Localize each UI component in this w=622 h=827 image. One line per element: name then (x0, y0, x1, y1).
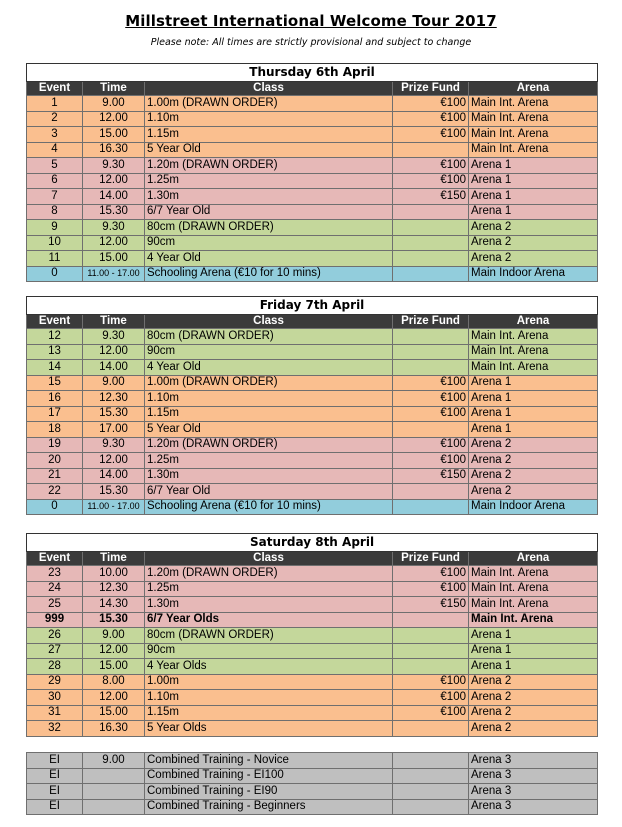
cell-event: 31 (27, 705, 83, 721)
table-row (27, 721, 598, 737)
cell-prize: €100 (393, 96, 469, 112)
cell-prize (393, 329, 469, 345)
cell-time (83, 784, 145, 800)
cell-prize (393, 799, 469, 815)
cell-event: EI (27, 768, 83, 784)
table-row (27, 753, 598, 769)
table-row (27, 251, 598, 267)
cell-class: 5 Year Olds (145, 721, 393, 737)
cell-class: 1.10m (145, 690, 393, 706)
table-row (27, 329, 598, 345)
cell-prize: €150 (393, 468, 469, 484)
column-header-row (27, 82, 598, 96)
cell-arena: Arena 3 (469, 784, 598, 800)
cell-time: 8.00 (83, 674, 145, 690)
cell-class: 1.10m (145, 391, 393, 407)
cell-event: 14 (27, 360, 83, 376)
cell-prize: €100 (393, 173, 469, 189)
cell-event: 26 (27, 628, 83, 644)
cell-event: 25 (27, 597, 83, 613)
table-row (27, 690, 598, 706)
cell-event: 11 (27, 251, 83, 267)
cell-prize: €100 (393, 375, 469, 391)
cell-prize (393, 204, 469, 220)
cell-class: 1.15m (145, 127, 393, 143)
cell-class: 1.25m (145, 453, 393, 469)
cell-arena: Arena 1 (469, 422, 598, 438)
cell-class: 1.10m (145, 111, 393, 127)
cell-prize (393, 220, 469, 236)
cell-event: 7 (27, 189, 83, 205)
cell-prize (393, 142, 469, 158)
cell-class: 6/7 Year Old (145, 484, 393, 500)
column-header: Class (145, 552, 393, 566)
cell-class: 80cm (DRAWN ORDER) (145, 329, 393, 345)
cell-time: 15.30 (83, 204, 145, 220)
cell-prize (393, 612, 469, 628)
cell-event: 1 (27, 96, 83, 112)
cell-class: 1.00m (DRAWN ORDER) (145, 96, 393, 112)
cell-prize: €100 (393, 690, 469, 706)
cell-prize: €150 (393, 189, 469, 205)
day-heading: Saturday 8th April (27, 534, 598, 552)
table-row (27, 643, 598, 659)
cell-class: 1.30m (145, 597, 393, 613)
cell-class: 80cm (DRAWN ORDER) (145, 220, 393, 236)
table-row (27, 344, 598, 360)
cell-prize (393, 721, 469, 737)
cell-prize (393, 344, 469, 360)
cell-arena: Arena 2 (469, 674, 598, 690)
column-header: Arena (469, 315, 598, 329)
cell-time (83, 799, 145, 815)
cell-arena: Arena 1 (469, 204, 598, 220)
cell-event: 23 (27, 566, 83, 582)
cell-event: 24 (27, 581, 83, 597)
cell-prize (393, 235, 469, 251)
column-header: Event (27, 552, 83, 566)
cell-class: Combined Training - Novice (145, 753, 393, 769)
cell-arena: Arena 3 (469, 753, 598, 769)
cell-time: 9.30 (83, 437, 145, 453)
cell-arena: Arena 2 (469, 235, 598, 251)
cell-arena: Main Int. Arena (469, 566, 598, 582)
cell-arena: Arena 1 (469, 375, 598, 391)
cell-time: 15.30 (83, 612, 145, 628)
cell-arena: Arena 1 (469, 391, 598, 407)
cell-prize (393, 768, 469, 784)
cell-event: 10 (27, 235, 83, 251)
cell-prize (393, 628, 469, 644)
cell-event: 32 (27, 721, 83, 737)
cell-time: 15.30 (83, 406, 145, 422)
table-row (27, 784, 598, 800)
table-row (27, 375, 598, 391)
cell-event: 22 (27, 484, 83, 500)
cell-time: 15.00 (83, 659, 145, 675)
cell-event: 13 (27, 344, 83, 360)
cell-prize (393, 266, 469, 282)
eventing-table (26, 752, 598, 815)
cell-class: Schooling Arena (€10 for 10 mins) (145, 499, 393, 515)
cell-event: 4 (27, 142, 83, 158)
cell-time: 9.00 (83, 753, 145, 769)
table-row (27, 499, 598, 515)
cell-arena: Main Int. Arena (469, 96, 598, 112)
cell-arena: Arena 2 (469, 468, 598, 484)
table-row (27, 468, 598, 484)
cell-arena: Main Int. Arena (469, 612, 598, 628)
cell-time: 16.30 (83, 142, 145, 158)
column-header: Class (145, 315, 393, 329)
cell-time: 15.00 (83, 127, 145, 143)
cell-arena: Arena 2 (469, 453, 598, 469)
cell-event: EI (27, 799, 83, 815)
cell-time: 12.00 (83, 173, 145, 189)
table-row (27, 612, 598, 628)
cell-class: 90cm (145, 344, 393, 360)
cell-event: 27 (27, 643, 83, 659)
cell-arena: Main Indoor Arena (469, 499, 598, 515)
cell-arena: Arena 1 (469, 189, 598, 205)
cell-arena: Arena 2 (469, 705, 598, 721)
cell-class: 1.25m (145, 581, 393, 597)
cell-prize (393, 251, 469, 267)
cell-prize: €100 (393, 391, 469, 407)
table-row (27, 142, 598, 158)
table-row (27, 437, 598, 453)
cell-class: 1.20m (DRAWN ORDER) (145, 158, 393, 174)
cell-prize: €100 (393, 437, 469, 453)
cell-arena: Main Int. Arena (469, 111, 598, 127)
cell-class: 4 Year Old (145, 251, 393, 267)
column-header: Event (27, 82, 83, 96)
cell-class: 1.30m (145, 468, 393, 484)
table-row (27, 799, 598, 815)
cell-time: 17.00 (83, 422, 145, 438)
cell-class: 1.25m (145, 173, 393, 189)
cell-prize: €100 (393, 705, 469, 721)
cell-event: EI (27, 784, 83, 800)
cell-arena: Arena 1 (469, 173, 598, 189)
table-row (27, 422, 598, 438)
cell-class: Combined Training - EI90 (145, 784, 393, 800)
cell-class: 90cm (145, 235, 393, 251)
cell-time: 11.00 - 17.00 (83, 499, 145, 515)
cell-prize: €100 (393, 158, 469, 174)
cell-event: 8 (27, 204, 83, 220)
provisional-note: Please note: All times are strictly provisional and subject to change (150, 37, 472, 48)
cell-time: 14.00 (83, 468, 145, 484)
cell-arena: Arena 2 (469, 251, 598, 267)
cell-time: 12.00 (83, 235, 145, 251)
cell-class: 1.30m (145, 189, 393, 205)
cell-time: 11.00 - 17.00 (83, 266, 145, 282)
table-row (27, 484, 598, 500)
column-header: Class (145, 82, 393, 96)
cell-arena: Main Int. Arena (469, 127, 598, 143)
cell-event: 2 (27, 111, 83, 127)
cell-time: 14.00 (83, 360, 145, 376)
cell-time: 12.30 (83, 391, 145, 407)
cell-class: 1.15m (145, 406, 393, 422)
cell-class: 1.00m (145, 674, 393, 690)
cell-arena: Main Int. Arena (469, 329, 598, 345)
cell-arena: Main Int. Arena (469, 581, 598, 597)
cell-prize: €100 (393, 453, 469, 469)
cell-prize (393, 360, 469, 376)
cell-event: 12 (27, 329, 83, 345)
cell-prize: €100 (393, 406, 469, 422)
cell-class: 5 Year Old (145, 142, 393, 158)
cell-time: 9.00 (83, 96, 145, 112)
column-header: Time (83, 552, 145, 566)
column-header: Prize Fund (393, 315, 469, 329)
cell-time: 12.30 (83, 581, 145, 597)
table-row (27, 189, 598, 205)
cell-time: 12.00 (83, 690, 145, 706)
column-header: Prize Fund (393, 82, 469, 96)
cell-time: 16.30 (83, 721, 145, 737)
cell-time: 15.00 (83, 251, 145, 267)
day-heading: Friday 7th April (27, 297, 598, 315)
cell-prize (393, 784, 469, 800)
table-row (27, 659, 598, 675)
cell-time: 12.00 (83, 344, 145, 360)
cell-time: 9.00 (83, 628, 145, 644)
column-header: Time (83, 82, 145, 96)
cell-time: 9.00 (83, 375, 145, 391)
table-row (27, 220, 598, 236)
cell-arena: Arena 3 (469, 768, 598, 784)
cell-arena: Arena 1 (469, 628, 598, 644)
cell-time: 12.00 (83, 111, 145, 127)
cell-event: 18 (27, 422, 83, 438)
table-row (27, 674, 598, 690)
cell-event: 0 (27, 266, 83, 282)
cell-prize (393, 643, 469, 659)
cell-class: Schooling Arena (€10 for 10 mins) (145, 266, 393, 282)
table-row (27, 597, 598, 613)
cell-event: 28 (27, 659, 83, 675)
table-row (27, 204, 598, 220)
cell-event: 17 (27, 406, 83, 422)
cell-event: 3 (27, 127, 83, 143)
cell-class: 80cm (DRAWN ORDER) (145, 628, 393, 644)
table-row (27, 406, 598, 422)
cell-arena: Arena 1 (469, 659, 598, 675)
cell-event: 999 (27, 612, 83, 628)
cell-time: 9.30 (83, 158, 145, 174)
cell-class: 1.20m (DRAWN ORDER) (145, 437, 393, 453)
cell-event: 5 (27, 158, 83, 174)
cell-time: 15.00 (83, 705, 145, 721)
cell-arena: Arena 2 (469, 721, 598, 737)
cell-prize (393, 499, 469, 515)
cell-prize: €100 (393, 111, 469, 127)
cell-class: 5 Year Old (145, 422, 393, 438)
cell-arena: Main Int. Arena (469, 344, 598, 360)
cell-class: 1.15m (145, 705, 393, 721)
cell-arena: Main Indoor Arena (469, 266, 598, 282)
column-header: Arena (469, 552, 598, 566)
cell-prize (393, 484, 469, 500)
schedule-table (26, 296, 598, 515)
cell-prize: €150 (393, 597, 469, 613)
cell-class: 1.20m (DRAWN ORDER) (145, 566, 393, 582)
cell-class: Combined Training - Beginners (145, 799, 393, 815)
column-header-row (27, 552, 598, 566)
cell-time: 12.00 (83, 453, 145, 469)
table-row (27, 111, 598, 127)
cell-prize: €100 (393, 674, 469, 690)
table-row (27, 96, 598, 112)
cell-class: 6/7 Year Olds (145, 612, 393, 628)
cell-time: 12.00 (83, 643, 145, 659)
cell-time: 14.30 (83, 597, 145, 613)
column-header: Event (27, 315, 83, 329)
cell-arena: Main Int. Arena (469, 142, 598, 158)
cell-event: 19 (27, 437, 83, 453)
column-header: Prize Fund (393, 552, 469, 566)
cell-time: 10.00 (83, 566, 145, 582)
cell-class: Combined Training - EI100 (145, 768, 393, 784)
cell-prize (393, 753, 469, 769)
cell-time: 9.30 (83, 329, 145, 345)
table-row (27, 566, 598, 582)
cell-event: 16 (27, 391, 83, 407)
cell-arena: Arena 2 (469, 690, 598, 706)
table-row (27, 127, 598, 143)
cell-prize: €100 (393, 566, 469, 582)
table-row (27, 158, 598, 174)
cell-arena: Arena 3 (469, 799, 598, 815)
cell-event: EI (27, 753, 83, 769)
cell-time: 15.30 (83, 484, 145, 500)
cell-class: 4 Year Olds (145, 659, 393, 675)
schedule-table (26, 533, 598, 737)
table-row (27, 628, 598, 644)
table-row (27, 581, 598, 597)
cell-class: 4 Year Old (145, 360, 393, 376)
cell-event: 30 (27, 690, 83, 706)
day-heading: Thursday 6th April (27, 64, 598, 82)
cell-time: 14.00 (83, 189, 145, 205)
table-row (27, 360, 598, 376)
table-row (27, 266, 598, 282)
table-row (27, 235, 598, 251)
cell-arena: Arena 1 (469, 643, 598, 659)
cell-time (83, 768, 145, 784)
cell-arena: Arena 1 (469, 158, 598, 174)
column-header-row (27, 315, 598, 329)
cell-arena: Main Int. Arena (469, 597, 598, 613)
table-row (27, 173, 598, 189)
table-row (27, 453, 598, 469)
cell-arena: Arena 1 (469, 406, 598, 422)
cell-class: 90cm (145, 643, 393, 659)
cell-class: 6/7 Year Old (145, 204, 393, 220)
table-row (27, 705, 598, 721)
cell-arena: Arena 2 (469, 220, 598, 236)
cell-prize: €100 (393, 581, 469, 597)
cell-event: 15 (27, 375, 83, 391)
cell-arena: Arena 2 (469, 484, 598, 500)
schedule-table (26, 63, 598, 282)
cell-arena: Main Int. Arena (469, 360, 598, 376)
cell-time: 9.30 (83, 220, 145, 236)
cell-event: 0 (27, 499, 83, 515)
cell-event: 20 (27, 453, 83, 469)
cell-event: 21 (27, 468, 83, 484)
column-header: Arena (469, 82, 598, 96)
cell-prize (393, 659, 469, 675)
column-header: Time (83, 315, 145, 329)
cell-prize (393, 422, 469, 438)
cell-event: 6 (27, 173, 83, 189)
cell-prize: €100 (393, 127, 469, 143)
cell-event: 29 (27, 674, 83, 690)
table-row (27, 391, 598, 407)
cell-arena: Arena 2 (469, 437, 598, 453)
page-title: Millstreet International Welcome Tour 2017 (125, 12, 497, 30)
table-row (27, 768, 598, 784)
cell-event: 9 (27, 220, 83, 236)
cell-class: 1.00m (DRAWN ORDER) (145, 375, 393, 391)
